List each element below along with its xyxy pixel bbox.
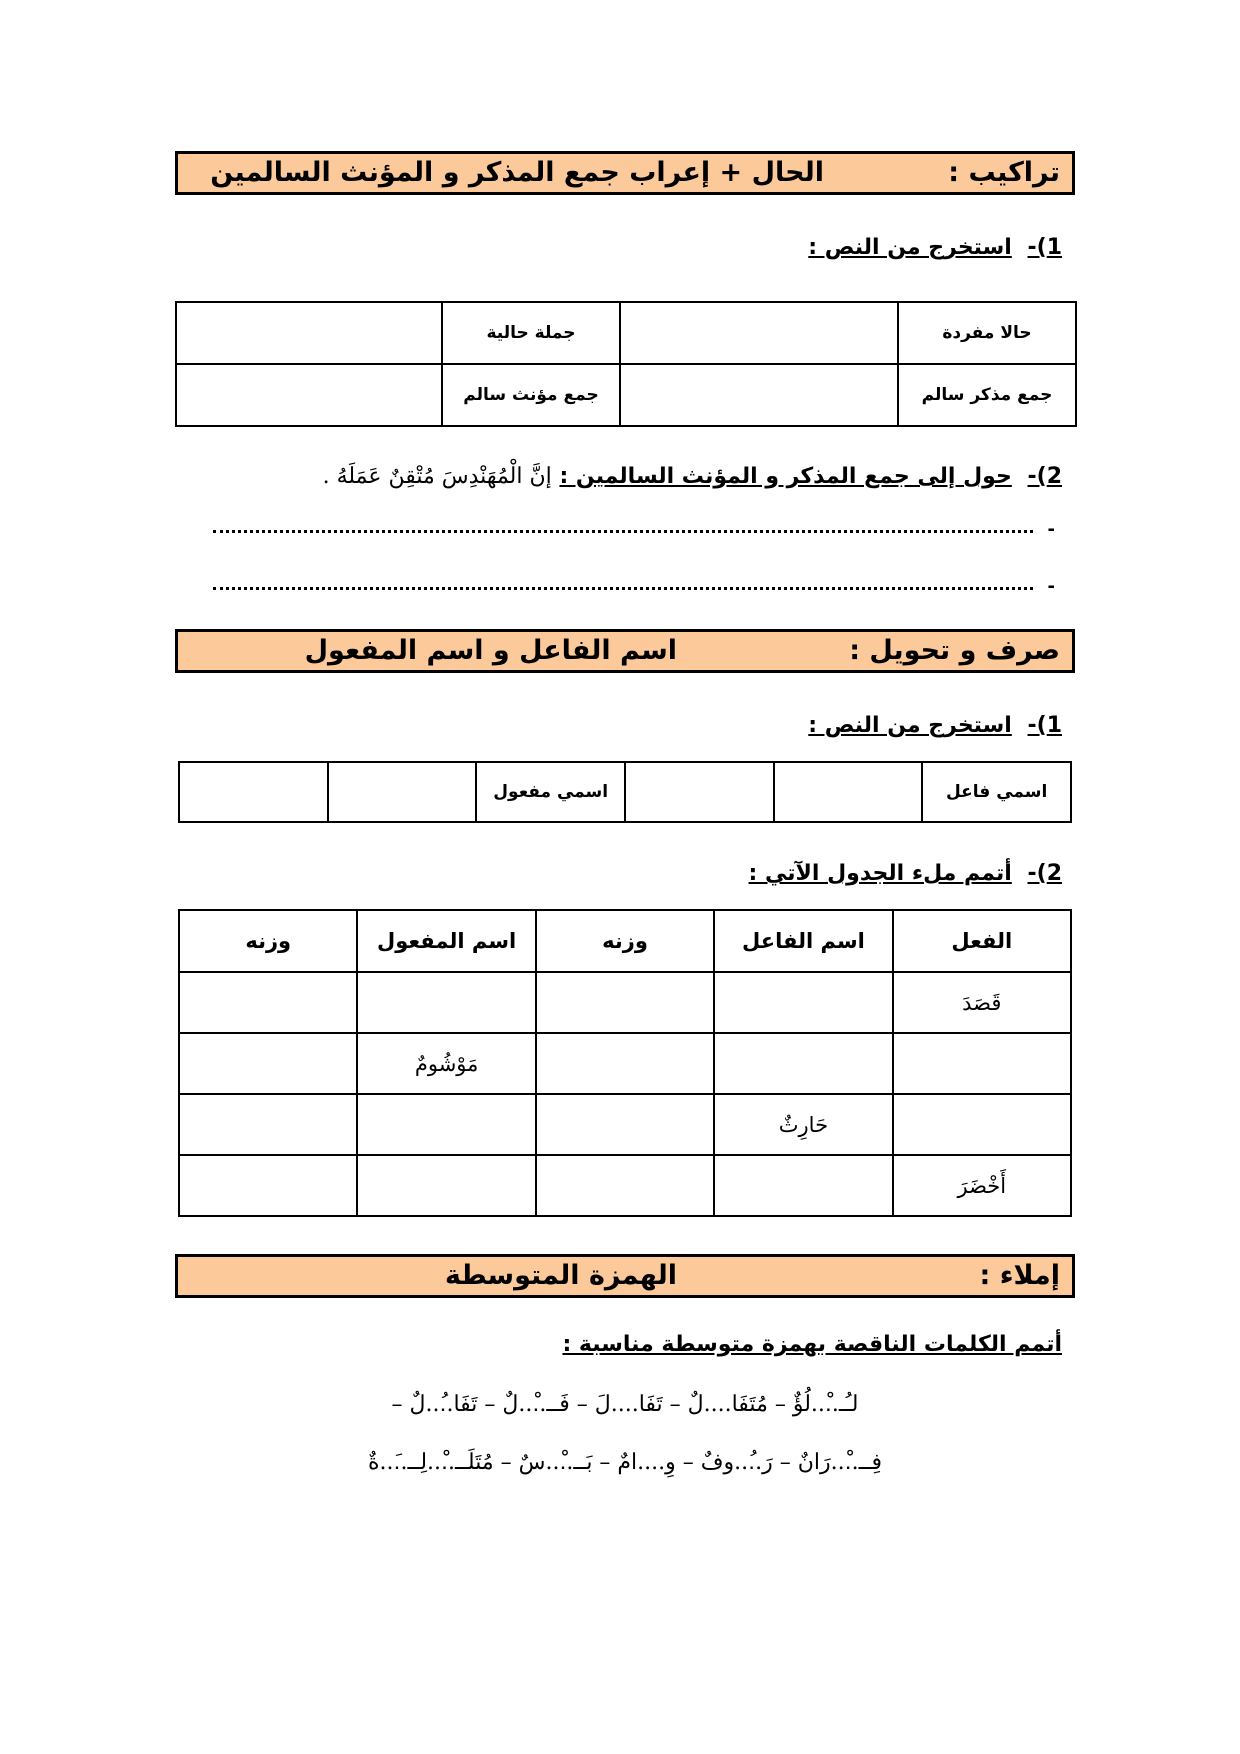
spelling-line-1: لـُـ..ْ..لُؤٌ – مُتَفَا....لٌ – تَفَا....لَ – فَــ..ْ..لٌ – تَفَا..ُ..لٌ –: [391, 1392, 859, 1417]
answer-cell[interactable]: [536, 1094, 714, 1155]
answer-cell[interactable]: [357, 1155, 535, 1216]
spelling-instruction: [562, 1332, 1062, 1357]
question-extract-1: [808, 235, 1062, 260]
answer-cell[interactable]: [357, 1094, 535, 1155]
section-banner-imla: [175, 1254, 1075, 1298]
answer-cell[interactable]: [179, 762, 328, 822]
answer-cell[interactable]: [179, 1155, 357, 1216]
label-jam-muannath: جمع مؤنث سالم: [442, 364, 620, 426]
question-transform: [323, 464, 1062, 489]
question-number: 2)-: [1027, 861, 1062, 886]
answer-cell[interactable]: [328, 762, 477, 822]
extract-table-sarf: [178, 761, 1072, 823]
answer-cell[interactable]: [357, 972, 535, 1033]
label-jumla-haliya: جملة حالية: [442, 302, 620, 364]
answer-cell[interactable]: [620, 302, 898, 364]
answer-cell[interactable]: [714, 972, 892, 1033]
answer-cell[interactable]: [179, 1094, 357, 1155]
answer-cell[interactable]: [179, 972, 357, 1033]
answer-line-1[interactable]: [193, 518, 1055, 542]
answer-cell[interactable]: [714, 1155, 892, 1216]
section-topic: الهمزة المتوسطة: [444, 1260, 677, 1291]
label-ismay-fail: اسمي فاعل: [922, 762, 1071, 822]
label-ismay-mafool: اسمي مفعول: [476, 762, 625, 822]
table-cell: مَوْشُومٌ: [357, 1033, 535, 1094]
section-label: تراكيب :: [948, 157, 1060, 188]
line-dash: -: [1047, 519, 1055, 540]
answer-cell[interactable]: [536, 1155, 714, 1216]
question-text: حول إلى جمع المذكر و المؤنث السالمين :: [559, 464, 1012, 489]
section-label: إملاء :: [979, 1260, 1060, 1291]
answer-cell[interactable]: [714, 1033, 892, 1094]
table-cell: حَارِثٌ: [714, 1094, 892, 1155]
spelling-line-2: فِــ..ْ..رَانٌ – رَ..ُ..وفٌ – وِ....امٌ – بَــ..ْ..سٌ – مُتَلَــ..ْ..لِــ..َ..ةٌ: [367, 1450, 883, 1475]
extract-table-tarakib: [175, 301, 1077, 427]
answer-cell[interactable]: [179, 1033, 357, 1094]
section-label: صرف و تحويل :: [849, 635, 1060, 666]
question-number: 2)-: [1027, 464, 1062, 489]
question-text: استخرج من النص :: [808, 235, 1012, 260]
answer-cell[interactable]: [625, 762, 774, 822]
question-fill-table: [749, 861, 1062, 886]
question-number: 1)-: [1027, 235, 1062, 260]
question-extract-2: [808, 713, 1062, 738]
answer-cell[interactable]: [536, 972, 714, 1033]
header-ism-mafool: اسم المفعول: [357, 910, 535, 972]
header-ism-fail: اسم الفاعل: [714, 910, 892, 972]
header-fil: الفعل: [893, 910, 1071, 972]
section-topic: الحال + إعراب جمع المذكر و المؤنث السالمين: [210, 157, 824, 188]
answer-cell[interactable]: [176, 364, 442, 426]
question-text: أتمم ملء الجدول الآتي :: [748, 861, 1012, 886]
answer-cell[interactable]: [176, 302, 442, 364]
section-banner-sarf: [175, 629, 1075, 673]
answer-cell[interactable]: [893, 1033, 1071, 1094]
conjugation-table: [178, 909, 1072, 1217]
answer-cell[interactable]: [620, 364, 898, 426]
label-jam-muthakkar: جمع مذكر سالم: [898, 364, 1076, 426]
answer-cell[interactable]: [893, 1094, 1071, 1155]
answer-cell[interactable]: [774, 762, 923, 822]
section-topic: اسم الفاعل و اسم المفعول: [304, 635, 677, 666]
table-cell: أَخْضَرَ: [893, 1155, 1071, 1216]
header-wazn: وزنه: [536, 910, 714, 972]
instruction-text: أتمم الكلمات الناقصة بهمزة متوسطة مناسبة :: [562, 1332, 1062, 1357]
label-hal-mufrada: حالا مفردة: [898, 302, 1076, 364]
question-text: استخرج من النص :: [808, 713, 1012, 738]
example-sentence: إنَّ الْمُهَنْدِسَ مُتْقِنٌ عَمَلَهُ .: [322, 464, 552, 489]
header-wazn: وزنه: [179, 910, 357, 972]
table-cell: قَصَدَ: [893, 972, 1071, 1033]
answer-cell[interactable]: [536, 1033, 714, 1094]
answer-line-2[interactable]: [193, 575, 1055, 599]
question-number: 1)-: [1027, 713, 1062, 738]
section-banner-tarakib: [175, 151, 1075, 195]
line-dash: -: [1047, 576, 1055, 597]
